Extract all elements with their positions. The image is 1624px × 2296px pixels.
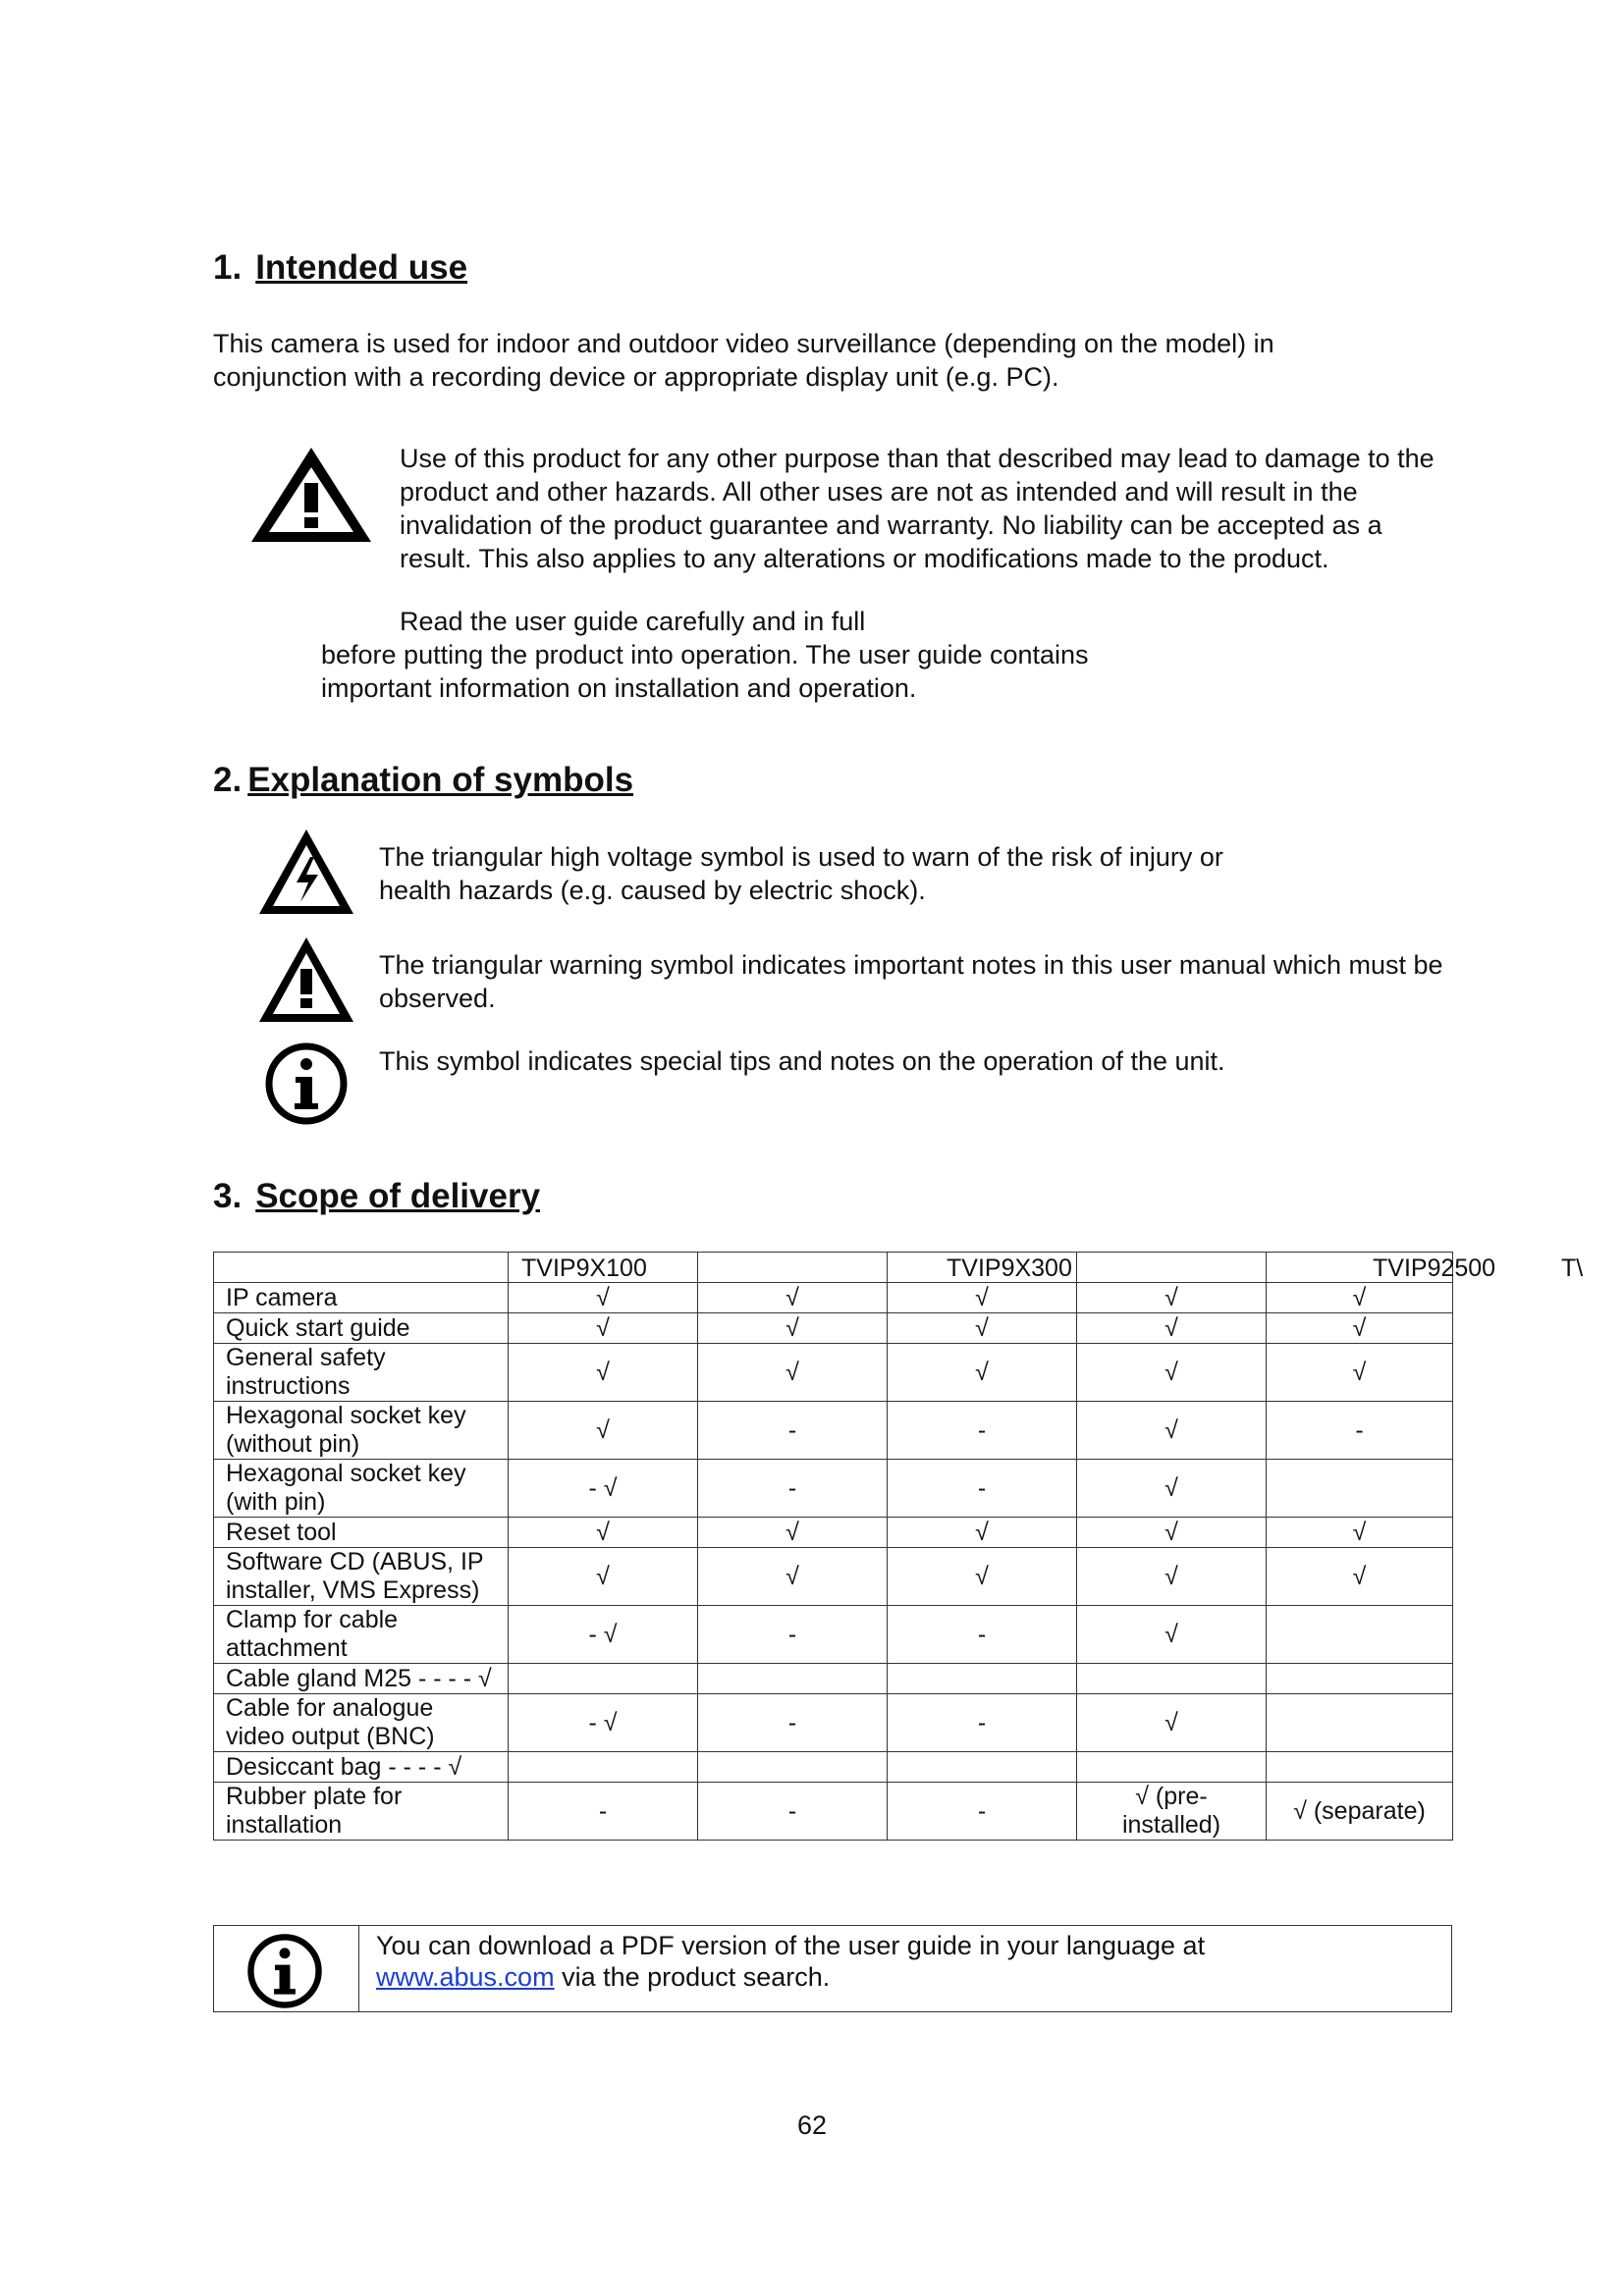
table-cell: - xyxy=(698,1460,888,1518)
table-cell: √ xyxy=(1077,1283,1267,1313)
table-cell: √ xyxy=(509,1313,698,1344)
warning-triangle-icon xyxy=(247,444,375,546)
column-header: T\ xyxy=(1561,1255,1584,1282)
section-1-heading: 1. Intended use xyxy=(213,248,468,287)
table-row xyxy=(214,1283,1453,1313)
table-cell: √ xyxy=(698,1313,888,1344)
table-cell xyxy=(509,1664,698,1694)
table-cell: √ xyxy=(509,1548,698,1606)
table-cell: - xyxy=(698,1606,888,1664)
warning-description: The triangular warning symbol indicates important notes in this user manual which must be observed. xyxy=(379,950,1443,1013)
table-cell: - xyxy=(888,1783,1077,1841)
warning-triangle-icon xyxy=(257,935,355,1024)
section-1-title: Intended use xyxy=(255,248,468,287)
table-row xyxy=(214,1460,1453,1518)
intended-use-warning: Use of this product for any other purpose than that described may lead to damage to the product and other hazards. All other uses are not as intended and will result in the invalidation of the product guarantee and warranty. No liability can be accepted as a result. This also applies to any alterations or modifications made to the product. xyxy=(400,444,1435,573)
table-cell: √ xyxy=(698,1283,888,1313)
table-cell: - √ xyxy=(509,1694,698,1752)
column-header: TVIP92500 xyxy=(1373,1255,1496,1282)
table-cell: √ xyxy=(698,1548,888,1606)
section-2-heading: 2. Explanation of symbols xyxy=(213,761,634,799)
table-cell xyxy=(698,1664,888,1694)
table-cell: - xyxy=(888,1402,1077,1460)
table-cell xyxy=(1267,1606,1453,1664)
item-name: Hexagonal socket key (without pin) xyxy=(214,1402,509,1460)
table-cell: √ (separate) xyxy=(1267,1783,1453,1841)
table-cell: √ xyxy=(1077,1518,1267,1548)
table-cell: √ xyxy=(1267,1344,1453,1402)
download-note: You can download a PDF version of the user guide in your language at www.abus.com via the product search. xyxy=(376,1931,1206,1992)
table-cell: √ xyxy=(1077,1344,1267,1402)
table-cell: √ xyxy=(698,1518,888,1548)
table-cell: - xyxy=(509,1783,698,1841)
table-cell: √ xyxy=(509,1344,698,1402)
read-guide-line-3: important information on installation and operation. xyxy=(321,673,917,703)
table-cell: - xyxy=(698,1694,888,1752)
table-cell: √ xyxy=(1077,1313,1267,1344)
table-cell xyxy=(698,1253,888,1283)
table-cell: √ xyxy=(1077,1606,1267,1664)
item-name: Quick start guide xyxy=(214,1313,509,1344)
table-cell: √ xyxy=(509,1518,698,1548)
table-cell: √ xyxy=(888,1518,1077,1548)
item-name: General safety instructions xyxy=(214,1344,509,1402)
table-cell: - xyxy=(888,1606,1077,1664)
table-row xyxy=(214,1548,1453,1606)
column-header: TVIP9X100 xyxy=(521,1255,647,1282)
item-name: Cable gland M25 - - - - √ xyxy=(214,1664,509,1694)
table-cell: √ xyxy=(888,1283,1077,1313)
read-guide-line-2: before putting the product into operation. The user guide contains xyxy=(321,640,1089,669)
table-cell xyxy=(1077,1253,1267,1283)
table-cell xyxy=(888,1752,1077,1783)
high-voltage-description: The triangular high voltage symbol is used to warn of the risk of injury or health hazards (e.g. caused by electric shock). xyxy=(379,842,1223,905)
table-row xyxy=(214,1752,1453,1783)
table-cell xyxy=(888,1664,1077,1694)
table-cell: - xyxy=(1267,1402,1453,1460)
table-cell xyxy=(509,1752,698,1783)
table-cell xyxy=(1267,1752,1453,1783)
table-cell: - √ xyxy=(509,1606,698,1664)
table-cell: - xyxy=(698,1783,888,1841)
table-cell: √ xyxy=(698,1344,888,1402)
table-row xyxy=(214,1694,1453,1752)
table-cell xyxy=(1267,1664,1453,1694)
table-cell: - √ xyxy=(509,1460,698,1518)
table-row xyxy=(214,1402,1453,1460)
table-cell: √ (pre-installed) xyxy=(1077,1783,1267,1841)
info-icon xyxy=(263,1041,350,1127)
table-cell: √ xyxy=(888,1548,1077,1606)
table-cell: √ xyxy=(1267,1548,1453,1606)
table-cell xyxy=(1077,1752,1267,1783)
table-cell xyxy=(1267,1694,1453,1752)
table-row xyxy=(214,1664,1453,1694)
page-number: 62 xyxy=(796,2110,828,2140)
scope-of-delivery-table xyxy=(213,1252,1453,1841)
column-header: TVIP9X300 xyxy=(947,1255,1072,1282)
table-cell: - xyxy=(888,1694,1077,1752)
item-name: Hexagonal socket key (with pin) xyxy=(214,1460,509,1518)
overflow-marks: - - - - √ xyxy=(411,1664,492,1692)
table-cell xyxy=(698,1752,888,1783)
table-cell: √ xyxy=(888,1313,1077,1344)
table-cell: √ xyxy=(1077,1460,1267,1518)
table-row xyxy=(214,1518,1453,1548)
table-cell xyxy=(1077,1664,1267,1694)
item-name: IP camera xyxy=(214,1283,509,1313)
table-cell: √ xyxy=(1267,1313,1453,1344)
table-cell: √ xyxy=(1077,1548,1267,1606)
overflow-marks: - - - - √ xyxy=(381,1752,462,1781)
table-row xyxy=(214,1606,1453,1664)
table-cell: √ xyxy=(509,1402,698,1460)
table-cell xyxy=(214,1253,509,1283)
table-cell xyxy=(1267,1460,1453,1518)
table-header-row xyxy=(214,1253,1453,1283)
high-voltage-icon xyxy=(257,828,355,916)
table-row xyxy=(214,1313,1453,1344)
table-cell: √ xyxy=(509,1283,698,1313)
table-row xyxy=(214,1344,1453,1402)
table-cell: √ xyxy=(888,1344,1077,1402)
table-cell: √ xyxy=(1077,1402,1267,1460)
table-cell: √ xyxy=(1267,1283,1453,1313)
table-cell: - xyxy=(888,1460,1077,1518)
item-name: Clamp for cable attachment xyxy=(214,1606,509,1664)
section-2-title: Explanation of symbols xyxy=(247,761,634,799)
section-3-heading: 3. Scope of delivery xyxy=(213,1177,541,1215)
info-icon xyxy=(245,1932,324,2010)
table-cell: - xyxy=(698,1402,888,1460)
item-name: Cable for analogue video output (BNC) xyxy=(214,1694,509,1752)
download-info-box xyxy=(213,1925,1452,2012)
item-name: Rubber plate for installation xyxy=(214,1783,509,1841)
read-guide-line-1: Read the user guide carefully and in full xyxy=(400,607,866,636)
intended-use-intro: This camera is used for indoor and outdoor video surveillance (depending on the model) in conjunction with a recording device or appropriate display unit (e.g. PC). xyxy=(213,329,1274,392)
table-row xyxy=(214,1783,1453,1841)
section-3-title: Scope of delivery xyxy=(255,1177,541,1215)
table-cell: √ xyxy=(1267,1518,1453,1548)
item-name: Reset tool xyxy=(214,1518,509,1548)
info-description: This symbol indicates special tips and notes on the operation of the unit. xyxy=(379,1046,1225,1076)
abus-website-link[interactable]: www.abus.com xyxy=(376,1962,555,1992)
item-name: Software CD (ABUS, IP installer, VMS Express) xyxy=(214,1548,509,1606)
item-name: Desiccant bag - - - - √ xyxy=(214,1752,509,1783)
table-cell: √ xyxy=(1077,1694,1267,1752)
